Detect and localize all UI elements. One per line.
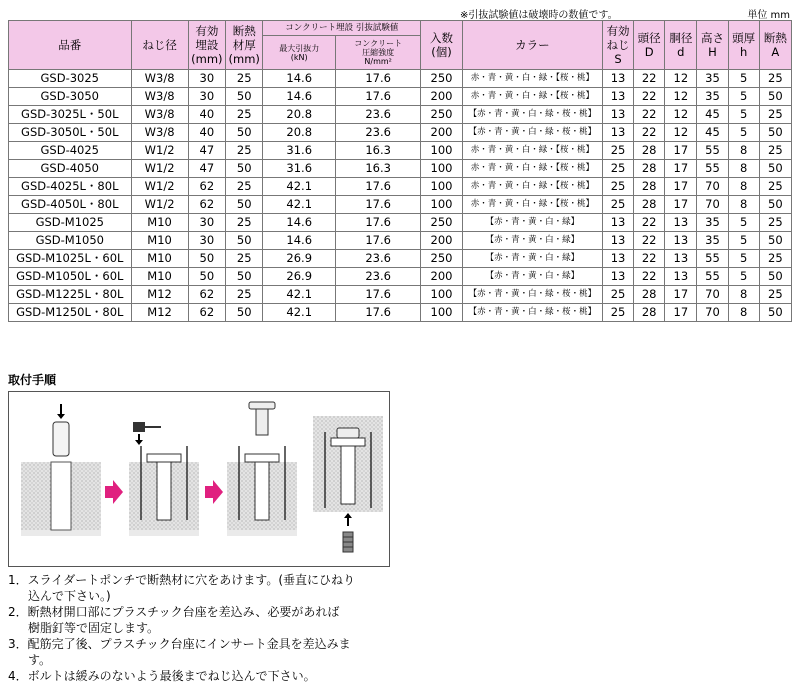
- cell-body-diameter: 12: [665, 124, 697, 142]
- cell-embed: 50: [188, 268, 225, 286]
- cell-head-thickness: 5: [728, 268, 759, 286]
- cell-effective-screw: 13: [602, 232, 633, 250]
- cell-insulation: 50: [226, 196, 263, 214]
- cell-head-diameter: 22: [634, 250, 665, 268]
- cell-body-diameter: 13: [665, 232, 697, 250]
- cell-part-no: GSD-4050: [9, 160, 132, 178]
- cell-insulation: 25: [226, 286, 263, 304]
- cell-quantity: 100: [421, 142, 463, 160]
- cell-concrete-strength: 23.6: [336, 250, 421, 268]
- cell-head-diameter: 22: [634, 106, 665, 124]
- cell-body-diameter: 17: [665, 160, 697, 178]
- spec-table-body: [9, 70, 792, 322]
- cell-insulation-a: 25: [759, 178, 791, 196]
- cell-max-pullout: 42.1: [263, 196, 336, 214]
- cell-height: 45: [697, 106, 728, 124]
- cell-quantity: 100: [421, 160, 463, 178]
- cell-part-no: GSD-M1050L・60L: [9, 268, 132, 286]
- cell-effective-screw: 25: [602, 304, 633, 322]
- cell-head-diameter: 28: [634, 304, 665, 322]
- cell-quantity: 250: [421, 106, 463, 124]
- cell-effective-screw: 25: [602, 142, 633, 160]
- cell-concrete-strength: 17.6: [336, 88, 421, 106]
- cell-insulation-a: 50: [759, 196, 791, 214]
- cell-max-pullout: 42.1: [263, 178, 336, 196]
- cell-insulation-a: 50: [759, 304, 791, 322]
- cell-head-thickness: 8: [728, 178, 759, 196]
- hammer-icon: [133, 422, 145, 432]
- cell-head-thickness: 8: [728, 286, 759, 304]
- cell-effective-screw: 25: [602, 160, 633, 178]
- concrete-base: [21, 530, 101, 536]
- cell-max-pullout: 14.6: [263, 232, 336, 250]
- procedure-step-3: 3．配筋完了後、プラスチック台座にインサート金具を差込みま す。: [8, 637, 351, 667]
- cell-head-diameter: 22: [634, 268, 665, 286]
- cell-body-diameter: 12: [665, 106, 697, 124]
- cell-color: 【赤・青・黄・白・緑】: [462, 214, 602, 232]
- cell-embed: 30: [188, 88, 225, 106]
- cell-concrete-strength: 23.6: [336, 124, 421, 142]
- cell-head-thickness: 8: [728, 160, 759, 178]
- cell-part-no: GSD-3050L・50L: [9, 124, 132, 142]
- header-quantity: 入数 (個): [421, 21, 463, 70]
- cell-part-no: GSD-M1025L・60L: [9, 250, 132, 268]
- table-row: [9, 178, 792, 196]
- cell-height: 35: [697, 214, 728, 232]
- cell-color: 【赤・青・黄・白・緑・桜・桃】: [462, 304, 602, 322]
- cell-part-no: GSD-M1250L・80L: [9, 304, 132, 322]
- cell-color: 【赤・青・黄・白・緑】: [462, 250, 602, 268]
- cell-effective-screw: 13: [602, 250, 633, 268]
- cell-effective-screw: 25: [602, 286, 633, 304]
- step2-illustration: [129, 422, 199, 536]
- cell-insulation-a: 50: [759, 232, 791, 250]
- header-concrete-strength: コンクリート 圧縮強度 N/mm²: [336, 36, 421, 70]
- cell-max-pullout: 14.6: [263, 88, 336, 106]
- cell-part-no: GSD-M1025: [9, 214, 132, 232]
- cell-concrete-strength: 17.6: [336, 178, 421, 196]
- cell-height: 70: [697, 304, 728, 322]
- cell-embed: 30: [188, 232, 225, 250]
- cell-body-diameter: 12: [665, 88, 697, 106]
- cell-body-diameter: 17: [665, 178, 697, 196]
- cell-insulation: 50: [226, 88, 263, 106]
- table-row: [9, 70, 792, 88]
- cell-part-no: GSD-4025L・80L: [9, 178, 132, 196]
- cell-head-diameter: 22: [634, 232, 665, 250]
- cell-quantity: 200: [421, 124, 463, 142]
- cell-concrete-strength: 17.6: [336, 286, 421, 304]
- cell-head-diameter: 28: [634, 160, 665, 178]
- step4-illustration: [313, 416, 383, 552]
- cell-concrete-strength: 23.6: [336, 268, 421, 286]
- cell-effective-screw: 13: [602, 70, 633, 88]
- cell-height: 70: [697, 178, 728, 196]
- cell-part-no: GSD-M1050: [9, 232, 132, 250]
- cell-screw: M10: [131, 232, 188, 250]
- cell-insulation: 25: [226, 178, 263, 196]
- cell-body-diameter: 13: [665, 268, 697, 286]
- cell-head-thickness: 5: [728, 70, 759, 88]
- unit-note: 単位 mm: [747, 10, 790, 21]
- step1-illustration: [21, 404, 101, 536]
- cell-height: 55: [697, 268, 728, 286]
- cell-concrete-strength: 17.6: [336, 70, 421, 88]
- cell-quantity: 200: [421, 268, 463, 286]
- cell-color: 赤・青・黄・白・緑・【桜・桃】: [462, 142, 602, 160]
- test-value-note: ※引抜試験値は破壊時の数値です。: [460, 10, 618, 21]
- cell-insulation-a: 25: [759, 142, 791, 160]
- table-row: [9, 106, 792, 124]
- cell-height: 55: [697, 160, 728, 178]
- table-row: [9, 88, 792, 106]
- cell-color: 赤・青・黄・白・緑・【桜・桃】: [462, 88, 602, 106]
- cell-insulation: 25: [226, 70, 263, 88]
- header-max-pullout: 最大引抜力 (kN): [263, 36, 336, 70]
- cell-screw: W3/8: [131, 106, 188, 124]
- cell-height: 70: [697, 286, 728, 304]
- cell-color: 赤・青・黄・白・緑・【桜・桃】: [462, 196, 602, 214]
- cell-max-pullout: 31.6: [263, 142, 336, 160]
- cell-height: 35: [697, 88, 728, 106]
- cell-color: 赤・青・黄・白・緑・【桜・桃】: [462, 160, 602, 178]
- cell-head-diameter: 22: [634, 214, 665, 232]
- insert-fitting: [337, 428, 359, 438]
- plastic-base: [245, 454, 279, 462]
- cell-screw: M10: [131, 250, 188, 268]
- cell-quantity: 250: [421, 250, 463, 268]
- cell-part-no: GSD-M1225L・80L: [9, 286, 132, 304]
- cell-quantity: 200: [421, 232, 463, 250]
- cell-embed: 40: [188, 106, 225, 124]
- plastic-base: [147, 454, 181, 462]
- header-insulation-a: 断熱 A: [759, 21, 791, 70]
- cell-color: 【赤・青・黄・白・緑・桜・桃】: [462, 106, 602, 124]
- procedure-step-4: 4．ボルトは緩みのないよう最後までねじ込んで下さい。: [8, 669, 316, 683]
- table-row: [9, 250, 792, 268]
- cell-embed: 62: [188, 196, 225, 214]
- cell-concrete-strength: 17.6: [336, 304, 421, 322]
- cell-color: 【赤・青・黄・白・緑】: [462, 268, 602, 286]
- table-row: [9, 214, 792, 232]
- insert-fitting: [249, 402, 275, 409]
- cell-max-pullout: 20.8: [263, 124, 336, 142]
- cell-concrete-strength: 16.3: [336, 160, 421, 178]
- cell-screw: M12: [131, 304, 188, 322]
- cell-max-pullout: 42.1: [263, 304, 336, 322]
- cell-insulation: 25: [226, 250, 263, 268]
- cell-head-thickness: 8: [728, 196, 759, 214]
- cell-max-pullout: 14.6: [263, 214, 336, 232]
- cell-embed: 62: [188, 178, 225, 196]
- cell-concrete-strength: 17.6: [336, 232, 421, 250]
- cell-head-thickness: 5: [728, 232, 759, 250]
- cell-insulation-a: 25: [759, 70, 791, 88]
- cell-quantity: 100: [421, 286, 463, 304]
- cell-embed: 50: [188, 250, 225, 268]
- cell-embed: 62: [188, 286, 225, 304]
- procedure-steps: [8, 572, 400, 684]
- header-insulation-thickness: 断熱 材厚 (mm): [226, 21, 263, 70]
- cell-height: 35: [697, 70, 728, 88]
- cell-concrete-strength: 16.3: [336, 142, 421, 160]
- cell-insulation-a: 25: [759, 106, 791, 124]
- cell-part-no: GSD-3025L・50L: [9, 106, 132, 124]
- table-row: [9, 142, 792, 160]
- installation-diagram: [8, 391, 390, 567]
- cell-insulation-a: 50: [759, 160, 791, 178]
- installation-diagram-svg: [9, 392, 389, 566]
- cell-screw: W1/2: [131, 160, 188, 178]
- cell-part-no: GSD-3050: [9, 88, 132, 106]
- cell-head-thickness: 8: [728, 142, 759, 160]
- cell-height: 35: [697, 232, 728, 250]
- cell-insulation: 25: [226, 214, 263, 232]
- procedure-step-1: 1．スライダートポンチで断熱材に穴をあけます。(垂直にひねり 込んで下さい。): [8, 573, 356, 603]
- cell-insulation-a: 25: [759, 250, 791, 268]
- cell-insulation-a: 50: [759, 268, 791, 286]
- header-screw-diameter: ねじ径: [131, 21, 188, 70]
- cell-screw: W3/8: [131, 88, 188, 106]
- cell-insulation: 50: [226, 304, 263, 322]
- cell-effective-screw: 25: [602, 196, 633, 214]
- cell-head-diameter: 22: [634, 88, 665, 106]
- cell-screw: M10: [131, 214, 188, 232]
- cell-quantity: 200: [421, 88, 463, 106]
- cell-effective-screw: 13: [602, 106, 633, 124]
- cell-insulation-a: 25: [759, 286, 791, 304]
- cell-embed: 62: [188, 304, 225, 322]
- cell-quantity: 100: [421, 196, 463, 214]
- cell-body-diameter: 17: [665, 142, 697, 160]
- cell-max-pullout: 42.1: [263, 286, 336, 304]
- cell-effective-screw: 13: [602, 268, 633, 286]
- cell-embed: 47: [188, 142, 225, 160]
- table-row: [9, 304, 792, 322]
- cell-effective-screw: 25: [602, 178, 633, 196]
- cell-insulation: 50: [226, 124, 263, 142]
- cell-max-pullout: 31.6: [263, 160, 336, 178]
- cell-head-thickness: 5: [728, 214, 759, 232]
- table-row: [9, 160, 792, 178]
- cell-body-diameter: 13: [665, 250, 697, 268]
- procedure-title: 取付手順: [8, 373, 57, 387]
- next-step-arrow-icon: [205, 480, 223, 504]
- cell-screw: M10: [131, 268, 188, 286]
- cell-head-thickness: 5: [728, 250, 759, 268]
- cell-insulation: 25: [226, 142, 263, 160]
- cell-max-pullout: 20.8: [263, 106, 336, 124]
- cell-screw: M12: [131, 286, 188, 304]
- cell-max-pullout: 26.9: [263, 268, 336, 286]
- plastic-base: [331, 438, 365, 446]
- cell-body-diameter: 17: [665, 196, 697, 214]
- cell-screw: W3/8: [131, 124, 188, 142]
- cell-insulation: 50: [226, 232, 263, 250]
- cell-effective-screw: 13: [602, 214, 633, 232]
- cell-insulation-a: 50: [759, 88, 791, 106]
- cell-part-no: GSD-3025: [9, 70, 132, 88]
- table-row: [9, 286, 792, 304]
- cell-head-thickness: 5: [728, 88, 759, 106]
- cell-head-thickness: 5: [728, 124, 759, 142]
- cell-body-diameter: 12: [665, 70, 697, 88]
- cell-height: 70: [697, 196, 728, 214]
- cell-body-diameter: 17: [665, 286, 697, 304]
- cell-part-no: GSD-4025: [9, 142, 132, 160]
- cell-head-diameter: 28: [634, 178, 665, 196]
- header-head-thickness: 頭厚 h: [728, 21, 759, 70]
- cell-insulation-a: 50: [759, 124, 791, 142]
- table-row: [9, 232, 792, 250]
- cell-height: 55: [697, 142, 728, 160]
- cell-body-diameter: 13: [665, 214, 697, 232]
- cell-part-no: GSD-4050L・80L: [9, 196, 132, 214]
- cell-embed: 30: [188, 70, 225, 88]
- cell-concrete-strength: 23.6: [336, 106, 421, 124]
- cell-body-diameter: 17: [665, 304, 697, 322]
- cell-effective-screw: 13: [602, 88, 633, 106]
- cell-screw: W1/2: [131, 196, 188, 214]
- cell-max-pullout: 26.9: [263, 250, 336, 268]
- cell-head-diameter: 28: [634, 196, 665, 214]
- header-body-diameter: 胴径 d: [665, 21, 697, 70]
- cell-insulation: 25: [226, 106, 263, 124]
- header-head-diameter: 頭径 D: [634, 21, 665, 70]
- cell-color: 【赤・青・黄・白・緑・桜・桃】: [462, 286, 602, 304]
- cell-insulation: 50: [226, 268, 263, 286]
- cell-concrete-strength: 17.6: [336, 214, 421, 232]
- drilled-hole: [51, 462, 71, 530]
- header-height: 高さ H: [697, 21, 728, 70]
- cell-embed: 30: [188, 214, 225, 232]
- cell-height: 55: [697, 250, 728, 268]
- cell-head-diameter: 28: [634, 286, 665, 304]
- table-row: [9, 196, 792, 214]
- cell-insulation-a: 25: [759, 214, 791, 232]
- cell-embed: 40: [188, 124, 225, 142]
- cell-screw: W1/2: [131, 142, 188, 160]
- cell-head-diameter: 22: [634, 70, 665, 88]
- cell-concrete-strength: 17.6: [336, 196, 421, 214]
- slide-punch: [53, 422, 69, 456]
- next-step-arrow-icon: [105, 480, 123, 504]
- cell-screw: W3/8: [131, 70, 188, 88]
- cell-color: 赤・青・黄・白・緑・【桜・桃】: [462, 178, 602, 196]
- cell-head-thickness: 5: [728, 106, 759, 124]
- cell-max-pullout: 14.6: [263, 70, 336, 88]
- header-embed-depth: 有効 埋設 (mm): [188, 21, 225, 70]
- cell-effective-screw: 13: [602, 124, 633, 142]
- cell-color: 【赤・青・黄・白・緑】: [462, 232, 602, 250]
- cell-head-diameter: 22: [634, 124, 665, 142]
- cell-color: 【赤・青・黄・白・緑・桜・桃】: [462, 124, 602, 142]
- table-row: [9, 268, 792, 286]
- cell-quantity: 250: [421, 70, 463, 88]
- cell-color: 赤・青・黄・白・緑・【桜・桃】: [462, 70, 602, 88]
- procedure-step-2: 2．断熱材開口部にプラスチック台座を差込み、必要があれば 樹脂釘等で固定します。: [8, 605, 340, 635]
- cell-quantity: 100: [421, 178, 463, 196]
- spec-table: [8, 20, 792, 322]
- cell-head-diameter: 28: [634, 142, 665, 160]
- cell-embed: 47: [188, 160, 225, 178]
- header-color: カラー: [462, 21, 602, 70]
- header-pullout-group: コンクリート埋設 引抜試験値: [263, 21, 421, 36]
- cell-height: 45: [697, 124, 728, 142]
- table-row: [9, 124, 792, 142]
- header-part-no: 品番: [9, 21, 132, 70]
- cell-insulation: 50: [226, 160, 263, 178]
- cell-head-thickness: 8: [728, 304, 759, 322]
- step3-illustration: [227, 402, 297, 536]
- header-effective-screw: 有効 ねじ S: [602, 21, 633, 70]
- cell-quantity: 100: [421, 304, 463, 322]
- cell-screw: W1/2: [131, 178, 188, 196]
- cell-quantity: 250: [421, 214, 463, 232]
